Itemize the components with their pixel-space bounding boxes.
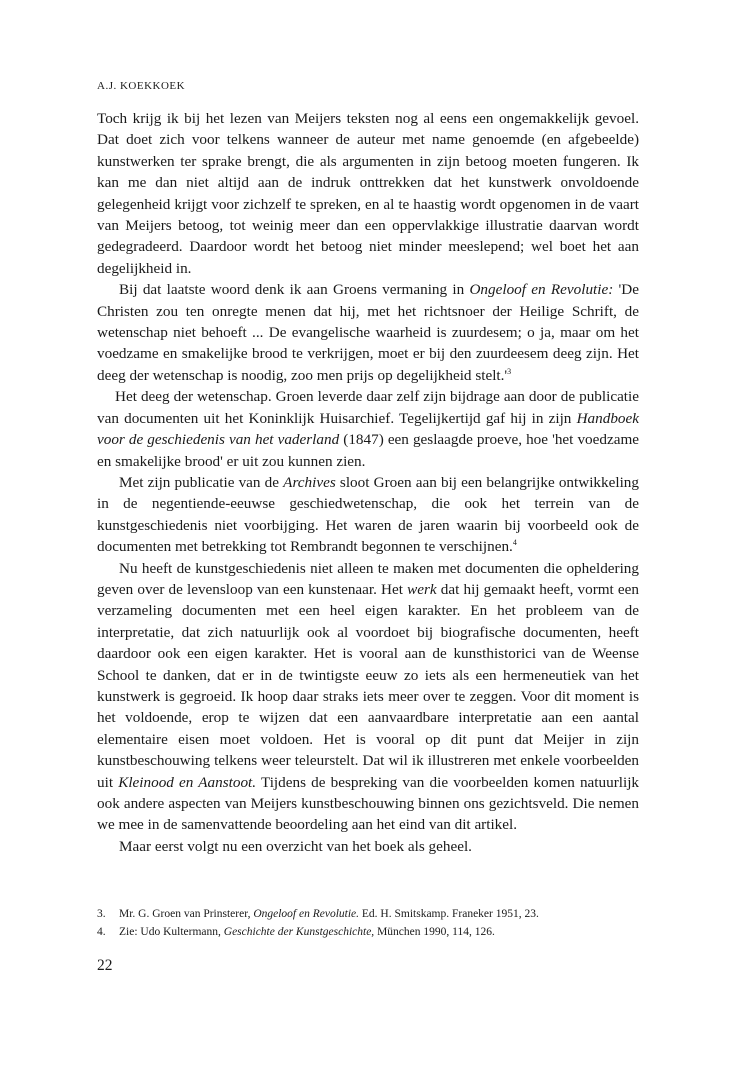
footnote-number: 4.: [97, 926, 106, 938]
paragraph-text: Maar eerst volgt nu een overzicht van het boek als geheel.: [119, 837, 472, 855]
paragraph-text: Nu heeft de kunstgeschiedenis niet alleen te maken met documenten die opheldering geven over de levensloop van een kunstenaar. Het: [97, 559, 639, 598]
footnote-reference-4: 4: [512, 538, 517, 548]
footnote-reference-3: 3: [507, 366, 512, 376]
footnote-citation: Ed. H. Smitskamp. Franeker 1951, 23.: [359, 908, 539, 920]
footnote-title: Geschichte der Kunstgeschichte,: [223, 926, 375, 938]
paragraph-text: 'De Christen zou ten onregte menen dat hij, met het richtsnoer der Heilige Schrift, de wetenschap niet behoeft ... De evangelische waarheid is zuurdesem; o ja, maar om het voedzame en smakelijke brood te verkrijgen, moet er bij den zuurdeesem deeg zijn. Het deeg der wetenschap is noodig, zoo men prijs op degelijkheid stelt.': [97, 281, 639, 384]
paragraph-text: sloot Groen aan bij een belangrijke ontwikkeling in de negentiende-eeuwse geschiedwetenschap, die ook het terrein van de kunstgeschiedenis niet voorbijging. Het waren de jaren waarin bij voorbeeld ook de documenten met betrekking tot Rembrandt begonnen te verschijnen.: [97, 473, 639, 556]
footnote-3: [97, 905, 639, 923]
paragraph-text: Met zijn publicatie van de: [119, 473, 284, 491]
paragraph-text: Toch krijg ik bij het lezen van Meijers teksten nog al eens een ongemakkelijk gevoel. Dat doet zich voor telkens wanneer de auteur met name genoemde (en afgebeelde) kunstwerken ter sprake brengt, die als argumenten in zijn betoog moeten fungeren. Ik kan me dan niet altijd aan de indruk onttrekken dat het kunstwerk onvoldoende gelegenheid krijgt voor zichzelf te spreken, en al te haastig wordt opgenomen in de vaart van Meijers betoog, tot weinig meer dan een oppervlakkige illustratie daarvan wordt gedegradeerd. Daardoor wordt het betoog niet minder meeslepend; wel boet het aan degelijkheid in.: [97, 110, 639, 277]
footnote-text: [119, 923, 495, 941]
paragraph-text: dat hij gemaakt heeft, vormt een verzameling documenten met een heel eigen karakter. En het probleem van de interpretatie, dat zich natuurlijk ook al voordoet bij biografische documenten, heeft daardoor ook een eigen karakter. Het is vooral aan de kunsthistorici van de Weense School te danken, dat er in de twintigste eeuw zo iets als een hermeneutiek van het kunstwerk is gegroeid. Ik hoop daar straks iets meer over te zeggen. Voor dit moment is het voldoende, erop te wijzen dat een aanvaardbare interpretatie aan een aantal elementaire eisen moet voldoen. Het is vooral op dit punt dat Meijer in zijn kunstbeschouwing telkens weer teleurstelt. Dat wil ik illustreren met enkele voorbeelden uit: [97, 580, 639, 791]
paragraph-text: Tijdens de bespreking van die voorbeelden komen natuurlijk ook andere aspecten van Meijers kunstbeschouwing binnen ons gezichtsveld. Die nemen we mee in de samenvattende beoordeling aan het eind van dit artikel.: [97, 773, 640, 834]
footnote-author: Zie: Udo Kultermann,: [119, 926, 224, 938]
footnote-text: [119, 905, 539, 923]
body-text: [97, 108, 639, 857]
paragraph-3: [97, 386, 639, 472]
footnote-title: Ongeloof en Revolutie.: [253, 908, 360, 920]
paragraph-1: [97, 108, 639, 279]
paragraph-2: [97, 279, 639, 386]
footnote-number: 3.: [97, 908, 106, 920]
book-title: Handboek voor de geschiedenis van het vaderland: [97, 409, 639, 449]
page-number: 22: [97, 957, 113, 974]
running-head: A.J. KOEKKOEK: [97, 80, 186, 92]
footnotes: [97, 905, 639, 941]
footnote-4: [97, 923, 639, 941]
book-title: Kleinood en Aanstoot.: [118, 773, 257, 791]
publication-title: Archives: [283, 473, 336, 491]
paragraph-text: Bij dat laatste woord denk ik aan Groens vermaning in: [119, 281, 470, 299]
book-title: Ongeloof en Revolutie:: [469, 281, 614, 299]
emphasis: werk: [407, 580, 437, 598]
paragraph-6: [97, 836, 639, 857]
paragraph-text: Het deeg der wetenschap. Groen leverde daar zelf zijn bijdrage aan door de publicatie van documenten uit het Koninklijk Huisarchief. Tegelijkertijd gaf hij in zijn: [97, 388, 639, 427]
paragraph-5: [97, 558, 639, 836]
footnote-author: Mr. G. Groen van Prinsterer,: [119, 908, 254, 920]
paragraph-text: (1847) een geslaagde proeve, hoe 'het voedzame en smakelijke brood' er uit zou kunnen zien.: [97, 431, 639, 470]
footnote-citation: München 1990, 114, 126.: [374, 926, 495, 938]
paragraph-4: [97, 472, 639, 558]
